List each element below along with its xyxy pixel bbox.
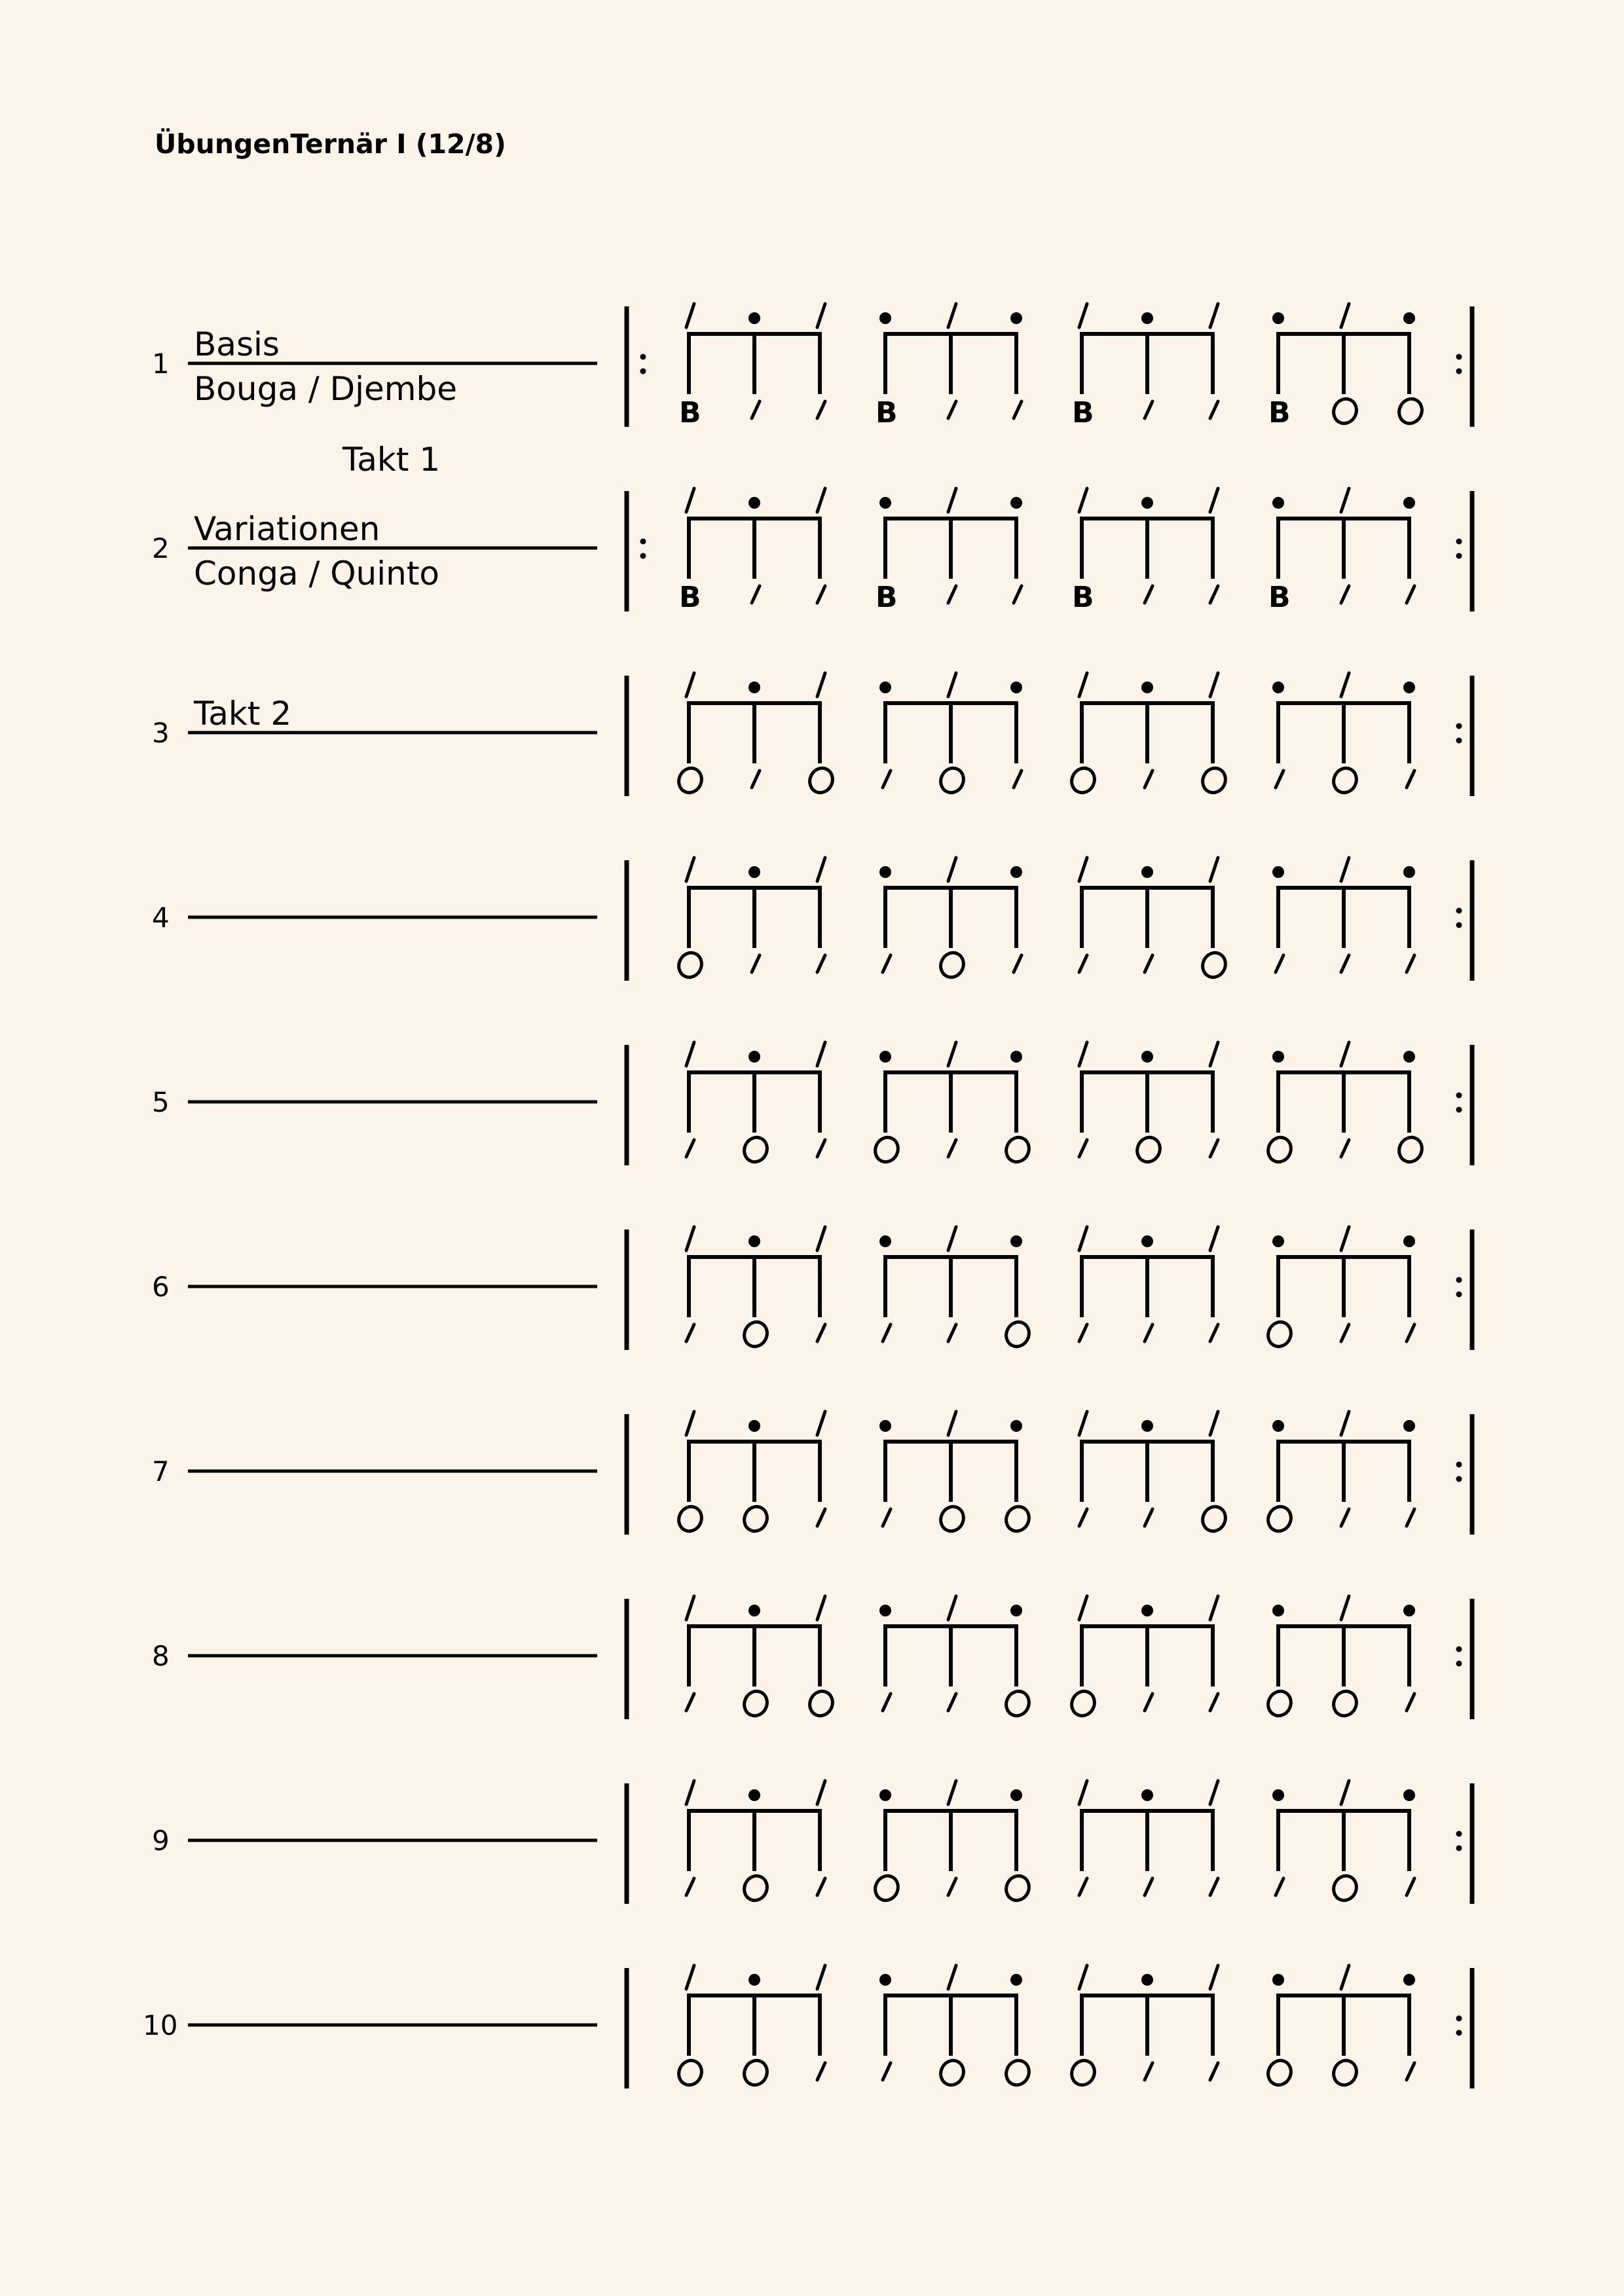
slap-slash-icon bbox=[817, 1324, 825, 1341]
exercise-number: 3 bbox=[152, 717, 170, 749]
accent-dot-icon bbox=[1403, 1789, 1415, 1801]
open-tone-icon bbox=[1330, 1872, 1361, 1904]
slap-slash-icon bbox=[1407, 586, 1414, 603]
label-below: Conga / Quinto bbox=[194, 555, 440, 592]
slap-slash-icon bbox=[1341, 1509, 1349, 1526]
open-tone-icon bbox=[1003, 1319, 1033, 1351]
slap-slash-icon bbox=[1341, 1412, 1349, 1435]
accent-dot-icon bbox=[1403, 497, 1415, 509]
slap-slash-icon bbox=[1341, 1781, 1349, 1804]
accent-dot-icon bbox=[748, 1974, 760, 1986]
open-tone-icon bbox=[741, 1503, 771, 1535]
open-tone-icon bbox=[937, 949, 968, 981]
accent-dot-icon bbox=[1272, 866, 1284, 878]
open-tone-icon bbox=[1199, 765, 1230, 797]
slap-slash-icon bbox=[1210, 2063, 1218, 2080]
slap-slash-icon bbox=[883, 1694, 891, 1711]
slap-slash-icon bbox=[1145, 771, 1153, 788]
accent-dot-icon bbox=[1272, 497, 1284, 509]
repeat-dot bbox=[640, 369, 646, 374]
open-tone-icon bbox=[1068, 765, 1099, 797]
slap-slash-icon bbox=[1145, 1694, 1153, 1711]
accent-dot-icon bbox=[879, 1420, 891, 1432]
caption: Takt 1 bbox=[342, 441, 441, 479]
slap-slash-icon bbox=[1079, 673, 1087, 697]
slap-slash-icon bbox=[686, 1781, 694, 1804]
slap-slash-icon bbox=[686, 1042, 694, 1066]
open-tone-icon bbox=[1264, 1319, 1295, 1351]
accent-dot-icon bbox=[1403, 1420, 1415, 1432]
slap-slash-icon bbox=[1407, 955, 1414, 972]
slap-slash-icon bbox=[1210, 1878, 1218, 1895]
repeat-dot bbox=[1456, 1846, 1462, 1851]
slap-slash-icon bbox=[686, 1596, 694, 1620]
open-tone-icon bbox=[675, 1503, 706, 1535]
slap-slash-icon bbox=[948, 1694, 956, 1711]
slap-slash-icon bbox=[1407, 1324, 1414, 1341]
accent-dot-icon bbox=[1272, 1789, 1284, 1801]
slap-slash-icon bbox=[817, 1227, 825, 1250]
slap-slash-icon bbox=[817, 1140, 825, 1157]
slap-slash-icon bbox=[948, 586, 956, 603]
open-tone-icon bbox=[937, 765, 968, 797]
bass-note-letter: B bbox=[679, 581, 701, 614]
slap-slash-icon bbox=[1276, 1878, 1283, 1895]
accent-dot-icon bbox=[1010, 1235, 1022, 1247]
accent-dot-icon bbox=[879, 1051, 891, 1063]
repeat-dot bbox=[1456, 1831, 1462, 1837]
slap-slash-icon bbox=[948, 488, 956, 512]
exercise-number: 4 bbox=[152, 902, 170, 934]
slap-slash-icon bbox=[1079, 1227, 1087, 1250]
accent-dot-icon bbox=[1141, 1235, 1153, 1247]
slap-slash-icon bbox=[686, 1324, 694, 1341]
open-tone-icon bbox=[1134, 1134, 1164, 1166]
open-tone-icon bbox=[741, 1688, 771, 1720]
slap-slash-icon bbox=[1210, 1781, 1218, 1804]
accent-dot-icon bbox=[1010, 1051, 1022, 1063]
accent-dot-icon bbox=[879, 1605, 891, 1616]
slap-slash-icon bbox=[686, 488, 694, 512]
slap-slash-icon bbox=[1210, 858, 1218, 881]
slap-slash-icon bbox=[1210, 304, 1218, 327]
slap-slash-icon bbox=[1276, 955, 1283, 972]
accent-dot-icon bbox=[1141, 866, 1153, 878]
slap-slash-icon bbox=[1145, 1324, 1153, 1341]
slap-slash-icon bbox=[1079, 1042, 1087, 1066]
accent-dot-icon bbox=[1403, 1235, 1415, 1247]
slap-slash-icon bbox=[1145, 2063, 1153, 2080]
slap-slash-icon bbox=[817, 1042, 825, 1066]
slap-slash-icon bbox=[817, 955, 825, 972]
open-tone-icon bbox=[1003, 1872, 1033, 1904]
accent-dot-icon bbox=[1141, 1605, 1153, 1616]
accent-dot-icon bbox=[748, 682, 760, 693]
slap-slash-icon bbox=[817, 1878, 825, 1895]
open-tone-icon bbox=[937, 1503, 968, 1535]
slap-slash-icon bbox=[1341, 1140, 1349, 1157]
accent-dot-icon bbox=[879, 497, 891, 509]
open-tone-icon bbox=[1330, 395, 1361, 428]
slap-slash-icon bbox=[686, 1140, 694, 1157]
open-tone-icon bbox=[1264, 1688, 1295, 1720]
repeat-dot bbox=[1456, 1277, 1462, 1283]
slap-slash-icon bbox=[1407, 1878, 1414, 1895]
slap-slash-icon bbox=[1341, 488, 1349, 512]
bass-note-letter: B bbox=[1072, 396, 1094, 429]
slap-slash-icon bbox=[948, 1878, 956, 1895]
slap-slash-icon bbox=[1145, 586, 1153, 603]
slap-slash-icon bbox=[1210, 488, 1218, 512]
slap-slash-icon bbox=[1210, 1324, 1218, 1341]
open-tone-icon bbox=[1395, 1134, 1426, 1166]
slap-slash-icon bbox=[948, 401, 956, 418]
slap-slash-icon bbox=[948, 304, 956, 327]
open-tone-icon bbox=[1199, 1503, 1230, 1535]
slap-slash-icon bbox=[1014, 586, 1022, 603]
accent-dot-icon bbox=[1141, 312, 1153, 324]
slap-slash-icon bbox=[817, 401, 825, 418]
accent-dot-icon bbox=[1272, 312, 1284, 324]
accent-dot-icon bbox=[1010, 1974, 1022, 1986]
slap-slash-icon bbox=[948, 1412, 956, 1435]
accent-dot-icon bbox=[1403, 312, 1415, 324]
slap-slash-icon bbox=[817, 1781, 825, 1804]
slap-slash-icon bbox=[1145, 401, 1153, 418]
accent-dot-icon bbox=[1272, 1974, 1284, 1986]
repeat-dot bbox=[1456, 922, 1462, 928]
exercise-number: 10 bbox=[143, 2009, 178, 2041]
repeat-dot bbox=[1456, 1093, 1462, 1099]
slap-slash-icon bbox=[1145, 1878, 1153, 1895]
slap-slash-icon bbox=[752, 771, 760, 788]
slap-slash-icon bbox=[752, 586, 760, 603]
repeat-dot bbox=[1456, 738, 1462, 744]
open-tone-icon bbox=[675, 765, 706, 797]
accent-dot-icon bbox=[879, 682, 891, 693]
accent-dot-icon bbox=[748, 1051, 760, 1063]
open-tone-icon bbox=[1068, 2057, 1099, 2089]
label-above: Variationen bbox=[194, 510, 380, 548]
bass-note-letter: B bbox=[876, 581, 898, 614]
accent-dot-icon bbox=[1272, 1420, 1284, 1432]
bass-note-letter: B bbox=[876, 396, 898, 429]
accent-dot-icon bbox=[1403, 866, 1415, 878]
slap-slash-icon bbox=[948, 1781, 956, 1804]
slap-slash-icon bbox=[817, 1412, 825, 1435]
accent-dot-icon bbox=[1010, 682, 1022, 693]
slap-slash-icon bbox=[1079, 1965, 1087, 1989]
open-tone-icon bbox=[741, 1872, 771, 1904]
open-tone-icon bbox=[937, 2057, 968, 2089]
slap-slash-icon bbox=[948, 1324, 956, 1341]
open-tone-icon bbox=[1330, 2057, 1361, 2089]
slap-slash-icon bbox=[686, 1694, 694, 1711]
slap-slash-icon bbox=[1079, 858, 1087, 881]
exercise-number: 9 bbox=[152, 1825, 170, 1857]
slap-slash-icon bbox=[686, 1227, 694, 1250]
repeat-dot bbox=[640, 553, 646, 559]
repeat-dot bbox=[1456, 908, 1462, 914]
accent-dot-icon bbox=[1272, 1235, 1284, 1247]
open-tone-icon bbox=[675, 2057, 706, 2089]
slap-slash-icon bbox=[1079, 1781, 1087, 1804]
accent-dot-icon bbox=[879, 1235, 891, 1247]
slap-slash-icon bbox=[1210, 1596, 1218, 1620]
slap-slash-icon bbox=[1276, 771, 1283, 788]
slap-slash-icon bbox=[883, 955, 891, 972]
slap-slash-icon bbox=[883, 1324, 891, 1341]
slap-slash-icon bbox=[883, 771, 891, 788]
accent-dot-icon bbox=[1010, 1605, 1022, 1616]
slap-slash-icon bbox=[1407, 1509, 1414, 1526]
slap-slash-icon bbox=[1014, 771, 1022, 788]
slap-slash-icon bbox=[1210, 673, 1218, 697]
accent-dot-icon bbox=[748, 1605, 760, 1616]
slap-slash-icon bbox=[1210, 1694, 1218, 1711]
slap-slash-icon bbox=[948, 1227, 956, 1250]
label-above: Takt 2 bbox=[194, 695, 292, 733]
accent-dot-icon bbox=[879, 866, 891, 878]
exercise-number: 1 bbox=[152, 348, 170, 380]
slap-slash-icon bbox=[817, 2063, 825, 2080]
slap-slash-icon bbox=[1407, 1694, 1414, 1711]
slap-slash-icon bbox=[1079, 488, 1087, 512]
exercise-number: 7 bbox=[152, 1455, 170, 1487]
slap-slash-icon bbox=[1407, 771, 1414, 788]
accent-dot-icon bbox=[748, 312, 760, 324]
slap-slash-icon bbox=[686, 673, 694, 697]
slap-slash-icon bbox=[1341, 586, 1349, 603]
accent-dot-icon bbox=[879, 1974, 891, 1986]
accent-dot-icon bbox=[1141, 1974, 1153, 1986]
slap-slash-icon bbox=[1210, 401, 1218, 418]
accent-dot-icon bbox=[748, 1789, 760, 1801]
slap-slash-icon bbox=[817, 1509, 825, 1526]
slap-slash-icon bbox=[1079, 955, 1087, 972]
accent-dot-icon bbox=[1272, 1605, 1284, 1616]
slap-slash-icon bbox=[1407, 2063, 1414, 2080]
slap-slash-icon bbox=[948, 858, 956, 881]
open-tone-icon bbox=[806, 765, 837, 797]
slap-slash-icon bbox=[752, 401, 760, 418]
accent-dot-icon bbox=[879, 1789, 891, 1801]
accent-dot-icon bbox=[1141, 682, 1153, 693]
slap-slash-icon bbox=[948, 1140, 956, 1157]
open-tone-icon bbox=[872, 1134, 902, 1166]
slap-slash-icon bbox=[752, 955, 760, 972]
open-tone-icon bbox=[1003, 1503, 1033, 1535]
slap-slash-icon bbox=[1341, 1042, 1349, 1066]
exercise-number: 8 bbox=[152, 1640, 170, 1672]
slap-slash-icon bbox=[686, 1965, 694, 1989]
slap-slash-icon bbox=[948, 1042, 956, 1066]
slap-slash-icon bbox=[1210, 1227, 1218, 1250]
sheet-title: ÜbungenTernär I (12/8) bbox=[155, 128, 506, 160]
repeat-dot bbox=[1456, 1647, 1462, 1652]
accent-dot-icon bbox=[1403, 682, 1415, 693]
slap-slash-icon bbox=[817, 586, 825, 603]
slap-slash-icon bbox=[1341, 1227, 1349, 1250]
slap-slash-icon bbox=[686, 1412, 694, 1435]
repeat-dot bbox=[640, 354, 646, 360]
slap-slash-icon bbox=[1079, 1596, 1087, 1620]
repeat-dot bbox=[1456, 1661, 1462, 1667]
slap-slash-icon bbox=[817, 858, 825, 881]
accent-dot-icon bbox=[1141, 497, 1153, 509]
repeat-dot bbox=[1456, 1292, 1462, 1298]
open-tone-icon bbox=[1264, 2057, 1295, 2089]
open-tone-icon bbox=[1264, 1503, 1295, 1535]
repeat-dot bbox=[1456, 2030, 1462, 2036]
slap-slash-icon bbox=[1145, 1509, 1153, 1526]
slap-slash-icon bbox=[1079, 1412, 1087, 1435]
open-tone-icon bbox=[1330, 1688, 1361, 1720]
slap-slash-icon bbox=[686, 858, 694, 881]
accent-dot-icon bbox=[1403, 1974, 1415, 1986]
open-tone-icon bbox=[741, 1319, 771, 1351]
slap-slash-icon bbox=[1210, 1042, 1218, 1066]
slap-slash-icon bbox=[1341, 1965, 1349, 1989]
open-tone-icon bbox=[806, 1688, 837, 1720]
slap-slash-icon bbox=[1210, 1140, 1218, 1157]
accent-dot-icon bbox=[879, 312, 891, 324]
slap-slash-icon bbox=[1341, 304, 1349, 327]
bass-note-letter: B bbox=[679, 396, 701, 429]
slap-slash-icon bbox=[1341, 673, 1349, 697]
accent-dot-icon bbox=[1403, 1051, 1415, 1063]
repeat-dot bbox=[1456, 2016, 1462, 2022]
slap-slash-icon bbox=[817, 1596, 825, 1620]
slap-slash-icon bbox=[948, 673, 956, 697]
slap-slash-icon bbox=[686, 304, 694, 327]
slap-slash-icon bbox=[883, 1509, 891, 1526]
slap-slash-icon bbox=[1079, 1140, 1087, 1157]
accent-dot-icon bbox=[1272, 1051, 1284, 1063]
repeat-dot bbox=[1456, 553, 1462, 559]
repeat-dot bbox=[1456, 723, 1462, 729]
open-tone-icon bbox=[1330, 765, 1361, 797]
slap-slash-icon bbox=[1341, 1324, 1349, 1341]
open-tone-icon bbox=[1003, 1688, 1033, 1720]
bass-note-letter: B bbox=[1072, 581, 1094, 614]
slap-slash-icon bbox=[1341, 858, 1349, 881]
accent-dot-icon bbox=[1010, 1420, 1022, 1432]
repeat-dot bbox=[1456, 539, 1462, 545]
slap-slash-icon bbox=[1341, 1596, 1349, 1620]
slap-slash-icon bbox=[817, 1965, 825, 1989]
accent-dot-icon bbox=[748, 497, 760, 509]
slap-slash-icon bbox=[1210, 586, 1218, 603]
slap-slash-icon bbox=[948, 1965, 956, 1989]
slap-slash-icon bbox=[817, 673, 825, 697]
accent-dot-icon bbox=[1141, 1789, 1153, 1801]
accent-dot-icon bbox=[748, 1235, 760, 1247]
open-tone-icon bbox=[1003, 2057, 1033, 2089]
slap-slash-icon bbox=[1079, 304, 1087, 327]
slap-slash-icon bbox=[948, 1596, 956, 1620]
open-tone-icon bbox=[1068, 1688, 1099, 1720]
accent-dot-icon bbox=[1141, 1420, 1153, 1432]
repeat-dot bbox=[1456, 1107, 1462, 1113]
exercise-number: 2 bbox=[152, 532, 170, 564]
accent-dot-icon bbox=[748, 1420, 760, 1432]
accent-dot-icon bbox=[1010, 866, 1022, 878]
slap-slash-icon bbox=[1014, 955, 1022, 972]
slap-slash-icon bbox=[883, 2063, 891, 2080]
repeat-dot bbox=[640, 539, 646, 545]
accent-dot-icon bbox=[1010, 312, 1022, 324]
accent-dot-icon bbox=[1403, 1605, 1415, 1616]
slap-slash-icon bbox=[1014, 401, 1022, 418]
accent-dot-icon bbox=[748, 866, 760, 878]
slap-slash-icon bbox=[1079, 1509, 1087, 1526]
exercise-number: 5 bbox=[152, 1086, 170, 1118]
exercise-number: 6 bbox=[152, 1271, 170, 1303]
slap-slash-icon bbox=[1079, 1324, 1087, 1341]
open-tone-icon bbox=[1264, 1134, 1295, 1166]
open-tone-icon bbox=[675, 949, 706, 981]
open-tone-icon bbox=[741, 2057, 771, 2089]
repeat-dot bbox=[1456, 369, 1462, 374]
open-tone-icon bbox=[1395, 395, 1426, 428]
accent-dot-icon bbox=[1141, 1051, 1153, 1063]
accent-dot-icon bbox=[1010, 497, 1022, 509]
open-tone-icon bbox=[872, 1872, 902, 1904]
slap-slash-icon bbox=[817, 488, 825, 512]
open-tone-icon bbox=[1199, 949, 1230, 981]
label-above: Basis bbox=[194, 325, 280, 363]
slap-slash-icon bbox=[1341, 955, 1349, 972]
slap-slash-icon bbox=[1145, 955, 1153, 972]
repeat-dot bbox=[1456, 1476, 1462, 1482]
slap-slash-icon bbox=[817, 304, 825, 327]
accent-dot-icon bbox=[1010, 1789, 1022, 1801]
label-below: Bouga / Djembe bbox=[194, 370, 457, 408]
open-tone-icon bbox=[741, 1134, 771, 1166]
bass-note-letter: B bbox=[1268, 581, 1291, 614]
slap-slash-icon bbox=[1210, 1965, 1218, 1989]
bass-note-letter: B bbox=[1268, 396, 1291, 429]
open-tone-icon bbox=[1003, 1134, 1033, 1166]
slap-slash-icon bbox=[686, 1878, 694, 1895]
slap-slash-icon bbox=[1210, 1412, 1218, 1435]
accent-dot-icon bbox=[1272, 682, 1284, 693]
repeat-dot bbox=[1456, 354, 1462, 360]
slap-slash-icon bbox=[1079, 1878, 1087, 1895]
repeat-dot bbox=[1456, 1462, 1462, 1468]
